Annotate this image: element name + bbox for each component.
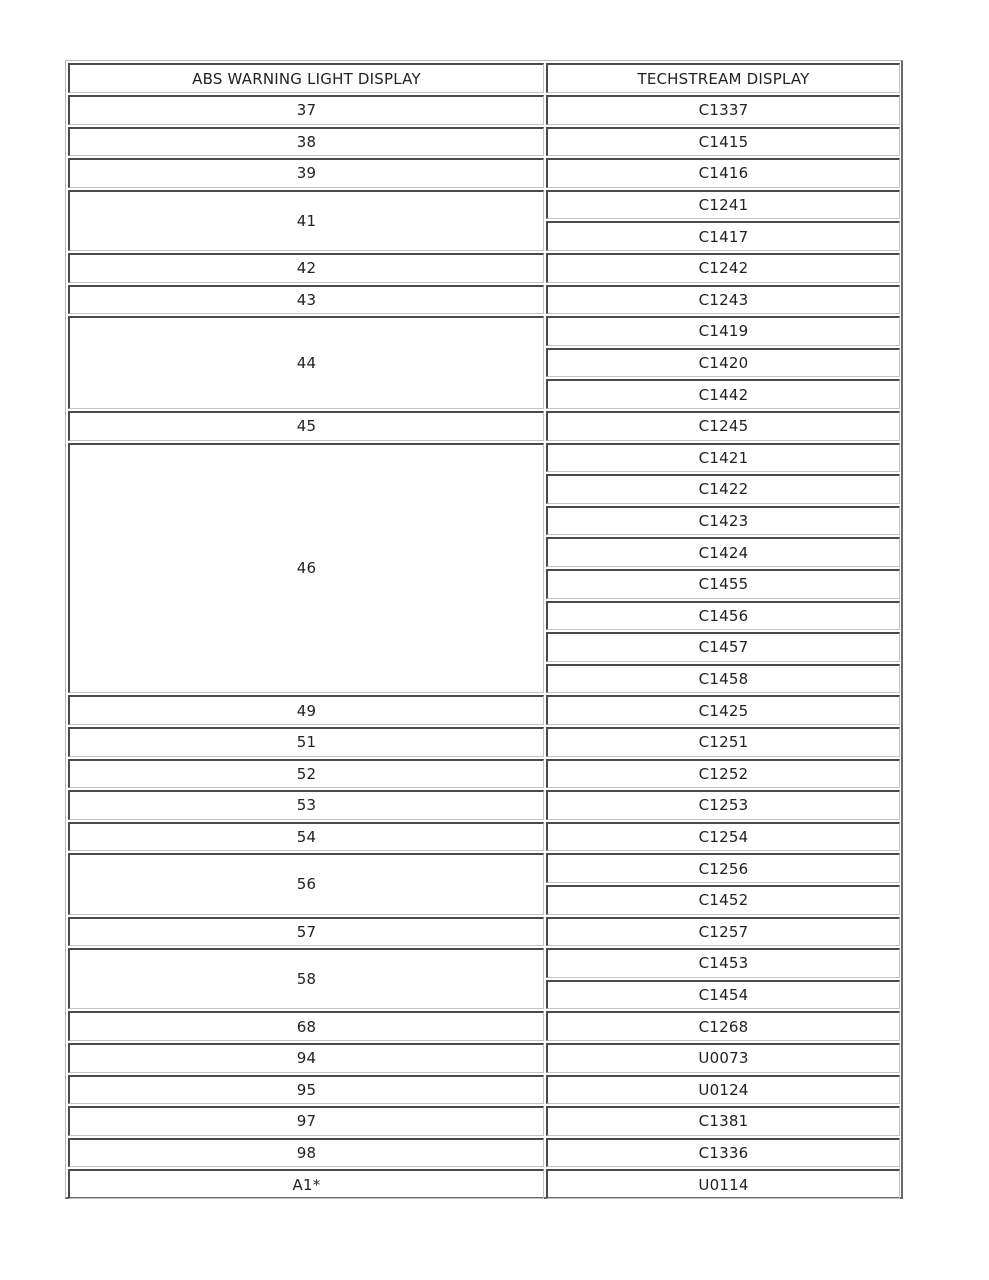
abs-warning-code-cell: 43: [68, 285, 544, 315]
abs-warning-code-cell: 54: [68, 822, 544, 852]
abs-warning-code-cell: 97: [68, 1106, 544, 1136]
abs-warning-code-cell: 39: [68, 158, 544, 188]
abs-warning-code-cell: 41: [68, 190, 544, 251]
techstream-code-cell: U0114: [546, 1169, 900, 1199]
techstream-code-cell: C1425: [546, 695, 900, 725]
techstream-code-cell: C1423: [546, 506, 900, 536]
abs-warning-code-cell: 42: [68, 253, 544, 283]
techstream-code-cell: C1242: [546, 253, 900, 283]
techstream-code-cell: U0073: [546, 1043, 900, 1073]
abs-warning-code-cell: 38: [68, 127, 544, 157]
techstream-code-cell: C1241: [546, 190, 900, 220]
techstream-code-cell: C1456: [546, 601, 900, 631]
techstream-code-cell: C1424: [546, 537, 900, 567]
abs-warning-code-cell: 95: [68, 1075, 544, 1105]
techstream-code-cell: C1457: [546, 632, 900, 662]
techstream-code-cell: C1454: [546, 980, 900, 1010]
abs-warning-code-cell: A1*: [68, 1169, 544, 1199]
abs-warning-code-cell: 45: [68, 411, 544, 441]
techstream-code-cell: C1252: [546, 759, 900, 789]
techstream-code-cell: C1268: [546, 1011, 900, 1041]
techstream-code-cell: C1419: [546, 316, 900, 346]
abs-warning-code-cell: 46: [68, 443, 544, 694]
header-abs-warning-light-display: ABS WARNING LIGHT DISPLAY: [68, 63, 544, 93]
techstream-code-cell: C1381: [546, 1106, 900, 1136]
techstream-code-cell: C1417: [546, 221, 900, 251]
abs-warning-code-cell: 58: [68, 948, 544, 1009]
abs-warning-code-cell: 51: [68, 727, 544, 757]
header-techstream-display: TECHSTREAM DISPLAY: [546, 63, 900, 93]
techstream-code-cell: C1243: [546, 285, 900, 315]
abs-warning-code-cell: 94: [68, 1043, 544, 1073]
abs-warning-code-cell: 52: [68, 759, 544, 789]
abs-warning-code-cell: 49: [68, 695, 544, 725]
abs-warning-code-cell: 57: [68, 917, 544, 947]
techstream-code-cell: U0124: [546, 1075, 900, 1105]
techstream-code-cell: C1257: [546, 917, 900, 947]
techstream-code-cell: C1337: [546, 95, 900, 125]
techstream-code-cell: C1254: [546, 822, 900, 852]
techstream-code-cell: C1420: [546, 348, 900, 378]
techstream-code-cell: C1422: [546, 474, 900, 504]
techstream-code-cell: C1336: [546, 1138, 900, 1168]
techstream-code-cell: C1453: [546, 948, 900, 978]
techstream-code-cell: C1416: [546, 158, 900, 188]
techstream-code-cell: C1415: [546, 127, 900, 157]
techstream-code-cell: C1452: [546, 885, 900, 915]
techstream-code-cell: C1458: [546, 664, 900, 694]
abs-warning-code-cell: 44: [68, 316, 544, 409]
abs-warning-code-cell: 37: [68, 95, 544, 125]
abs-warning-code-cell: 98: [68, 1138, 544, 1168]
techstream-code-cell: C1421: [546, 443, 900, 473]
abs-warning-code-cell: 53: [68, 790, 544, 820]
techstream-code-cell: C1455: [546, 569, 900, 599]
abs-warning-code-cell: 56: [68, 853, 544, 914]
techstream-code-cell: C1256: [546, 853, 900, 883]
techstream-code-cell: C1253: [546, 790, 900, 820]
techstream-code-cell: C1442: [546, 379, 900, 409]
abs-warning-code-cell: 68: [68, 1011, 544, 1041]
techstream-code-cell: C1245: [546, 411, 900, 441]
techstream-code-cell: C1251: [546, 727, 900, 757]
